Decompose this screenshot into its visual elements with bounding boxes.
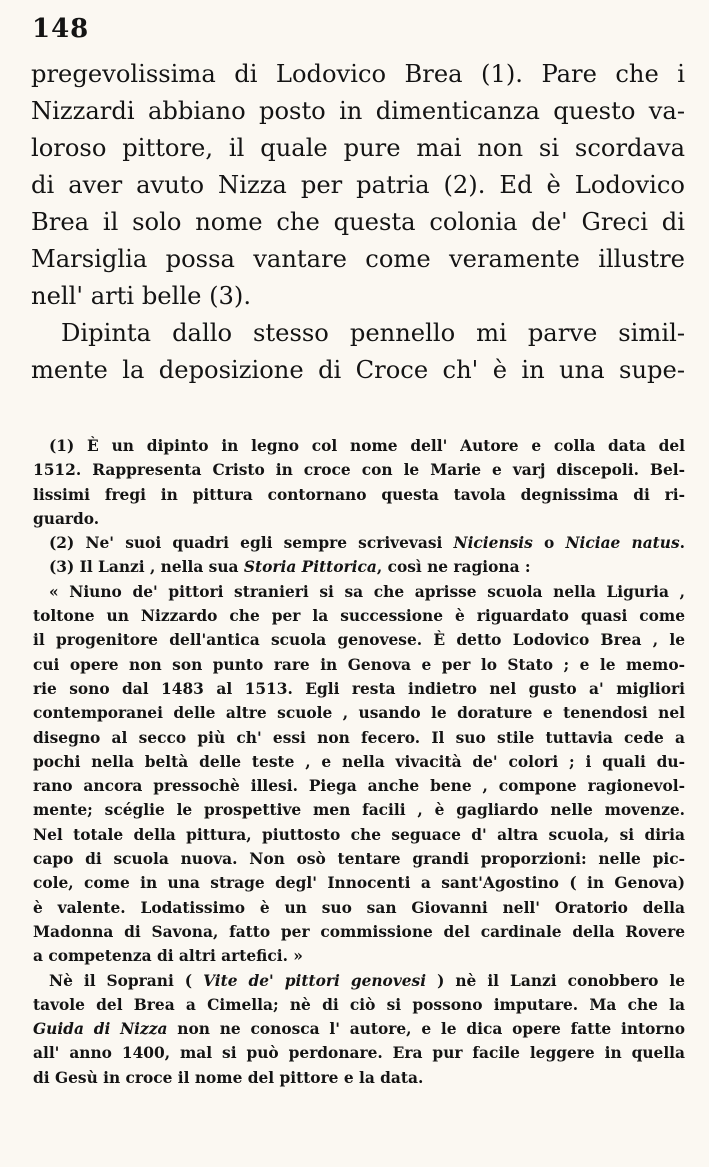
footnote-line [33,726,685,750]
text-line: nell' arti belle (3). [31,282,252,310]
text-line: pregevolissima di Lodovico Brea (1). Pare che i [31,60,685,88]
footnote-text: rie sono dal 1483 al 1513. Egli resta indietro nel gusto a' migliori [33,679,685,698]
footnote-text: lissimi fregi in pittura contornano questa tavola degnissima di ri- [33,485,685,504]
text-line: Dipinta dallo stesso pennello mi parve simil- [61,319,685,347]
footnote-line [33,677,685,701]
footnote-text: pochi nella beltà delle teste , e nella vivacità de' colori ; i quali du- [33,752,685,771]
footnote-line [33,483,685,507]
footnote-line [33,507,685,531]
footnote-line [33,434,685,458]
italic-title: Storia Pittorica [243,558,377,577]
footnote-text: o [532,534,566,553]
footnote-text: il progenitore dell'antica scuola genovese. È detto Lodovico Brea , le [33,631,685,650]
footnote-line [33,896,685,920]
footnote-line [33,458,685,482]
footnote-text: 1512. Rappresenta Cristo in croce con le Marie e varj discepoli. Bel- [33,461,685,480]
footnote-text: è valente. Lodatissimo è un suo san Giovanni nell' Oratorio della [33,898,685,917]
footnote-text: Nel totale della pittura, piuttosto che seguace d' altra scuola, si diria [33,825,685,844]
footnote-line [33,555,685,579]
footnote-line [33,798,685,822]
footnote-line [33,871,685,895]
footnote-text: , così ne ragiona : [376,558,531,577]
footnote-text: Madonna di Savona, fatto per commissione del cardinale della Rovere [33,922,685,941]
text-line: di aver avuto Nizza per patria (2). Ed è Lodovico [31,171,685,199]
text-line: Nizzardi abbiano posto in dimenticanza questo va- [31,97,685,125]
footnote-line [33,944,685,968]
footnote-line [33,531,685,555]
footnote-text: all' anno 1400, mal si può perdonare. Era pur facile leggere in quella [33,1044,685,1063]
footnote-text: . [679,534,685,553]
footnote-line [33,701,685,725]
footnote-text: toltone un Nizzardo che per la successione è riguardato quasi come [33,607,685,626]
footnote-line [33,1041,685,1065]
footnote-line [33,823,685,847]
footnote-line [33,920,685,944]
footnote-line [33,653,685,677]
footnote-text: « Niuno de' pittori stranieri si sa che aprisse scuola nella Liguria , [49,582,685,601]
footnote-text: mente; scéglie le prospettive men facili , è gagliardo nelle movenze. [33,801,685,820]
text-line: Marsiglia possa vantare come veramente illustre [31,245,685,273]
footnote-text: (3) Il Lanzi , nella sua [49,558,244,577]
footnote-text: non ne conosca l' autore, e le dica opere fatte intorno [167,1020,685,1039]
footnote-line [33,750,685,774]
footnote-line [33,628,685,652]
footnote-text: cui opere non son punto rare in Genova e per lo Stato ; e le memo- [33,655,685,674]
footnote-line [33,993,685,1017]
footnote-text: a competenza di altri artefici. » [33,947,303,966]
footnote-text: (2) Ne' suoi quadri egli sempre scrivevasi [49,534,454,553]
footnote-text: ) nè il Lanzi conobbero le [426,971,685,990]
page-number: 148 [32,14,90,44]
footnote-line [33,1017,685,1041]
main-text [31,56,685,389]
footnote-line [33,580,685,604]
text-line: mente la deposizione di Croce ch' è in una supe- [31,356,685,384]
footnote-text: contemporanei delle altre scuole , usando le dorature e tenendosi nel [33,704,685,723]
italic-title: Vite de' pittori genovesi [203,971,427,990]
footnote-text: guardo. [33,509,100,528]
footnote-text: di Gesù in croce il nome del pittore e la data. [33,1068,424,1087]
text-line: Brea il solo nome che questa colonia de' Greci di [31,208,685,236]
footnote-text: rano ancora pressochè illesi. Piega anche bene , compone ragionevol- [33,777,685,796]
footnote-text: disegno al secco più ch' essi non fecero. Il suo stile tuttavia cede a [33,728,685,747]
footnote-line [33,774,685,798]
italic-title: Niciensis [453,534,533,553]
footnotes [33,434,685,1090]
footnote-text: cole, come in una strage degl' Innocenti a sant'Agostino ( in Genova) [33,874,685,893]
footnote-text: capo di scuola nuova. Non osò tentare grandi proporzioni: nelle pic- [33,850,685,869]
footnote-text: (1) È un dipinto in legno col nome dell' Autore e colla data del [49,437,685,455]
footnote-line [33,1066,685,1090]
footnote-line [33,847,685,871]
footnote-text: Nè il Soprani ( [49,971,204,990]
footnote-text: tavole del Brea a Cimella; nè di ciò si possono imputare. Ma che la [33,995,685,1014]
text-line: loroso pittore, il quale pure mai non si scordava [31,134,685,162]
italic-title: Guida di Nizza [33,1020,168,1039]
italic-title: Niciae natus [565,534,680,553]
footnote-line [33,969,685,993]
footnote-line [33,604,685,628]
